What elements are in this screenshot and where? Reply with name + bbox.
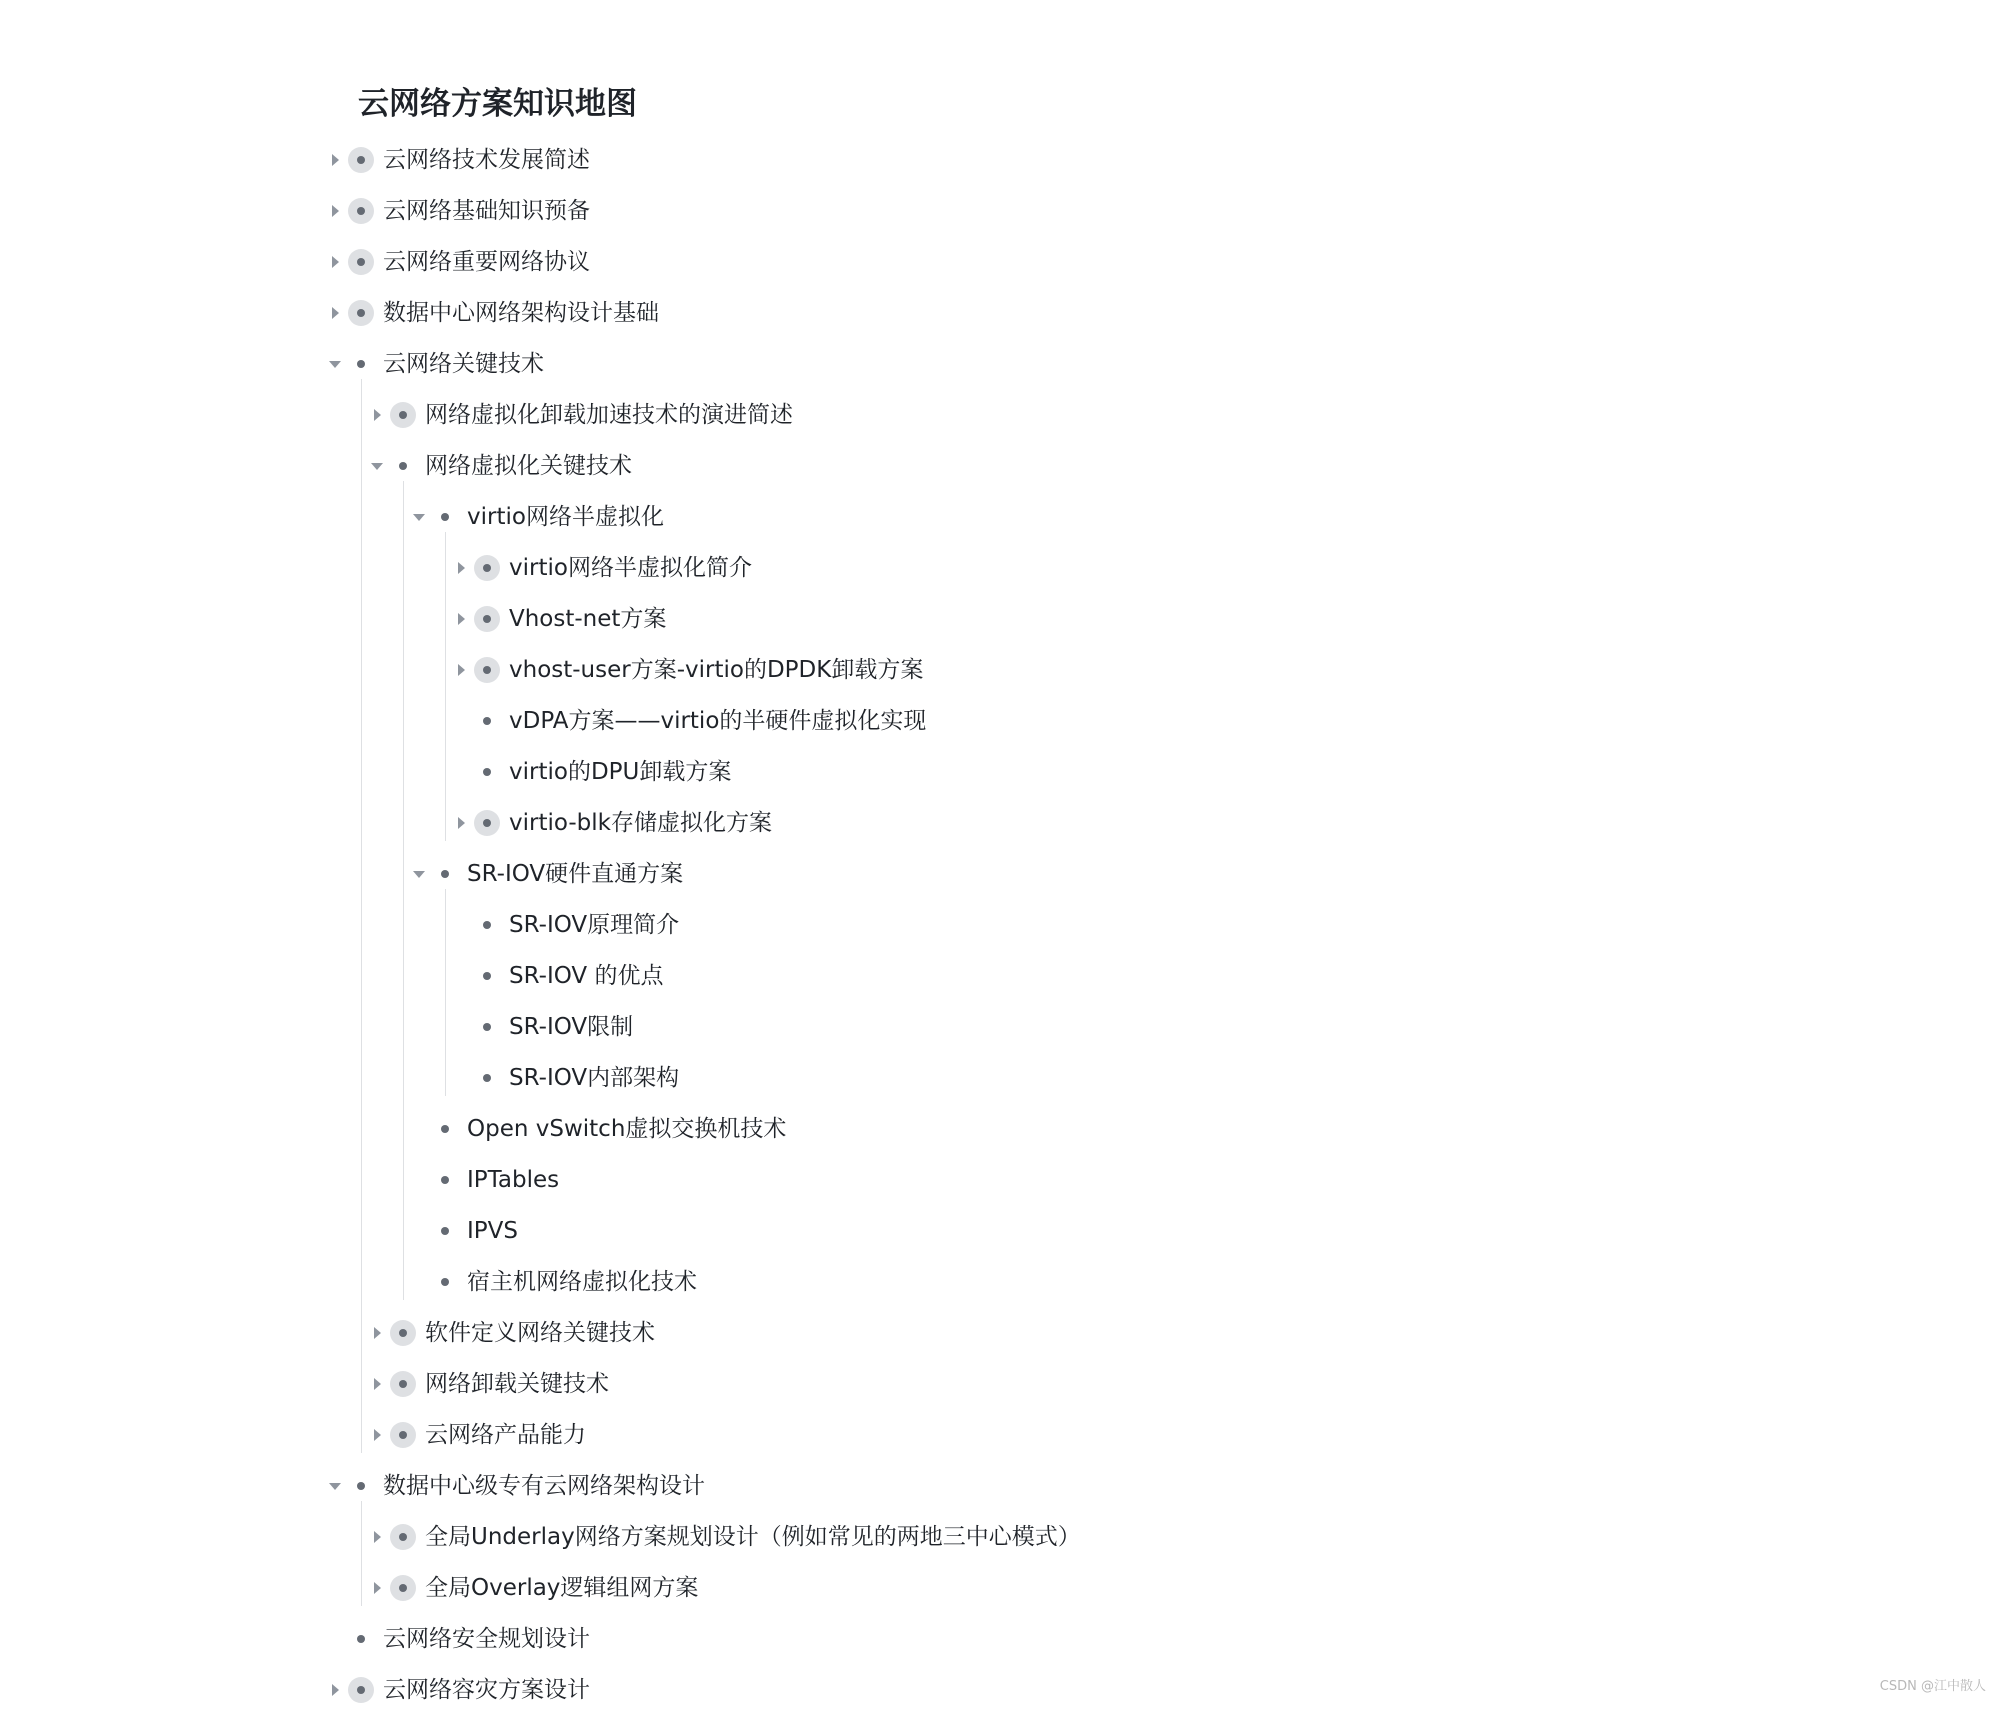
bullet-dot	[483, 564, 491, 572]
bullet-dot	[483, 717, 491, 725]
outline-node[interactable]	[0, 1359, 1200, 1409]
collapsed-bullet-icon[interactable]	[348, 198, 374, 224]
outline-node-label[interactable]: 云网络关键技术	[383, 351, 544, 377]
outline-node[interactable]	[0, 645, 1200, 695]
outline-node-label[interactable]: SR-IOV硬件直通方案	[467, 861, 684, 887]
bullet-dot	[483, 819, 491, 827]
outline-node-label[interactable]: virtio-blk存储虚拟化方案	[509, 810, 772, 836]
caret-right-icon[interactable]	[326, 252, 346, 272]
outline-node-label[interactable]: 云网络安全规划设计	[383, 1626, 590, 1652]
outline-node[interactable]	[0, 1563, 1200, 1613]
caret-right-icon[interactable]	[452, 558, 472, 578]
outline-node[interactable]	[0, 1614, 1200, 1664]
outline-node[interactable]	[0, 1461, 1200, 1511]
collapsed-bullet-icon[interactable]	[348, 1677, 374, 1703]
caret-right-icon[interactable]	[368, 1578, 388, 1598]
collapsed-bullet-icon[interactable]	[348, 300, 374, 326]
collapsed-bullet-icon[interactable]	[390, 1575, 416, 1601]
bullet-dot	[441, 1227, 449, 1235]
indent-guide-line	[445, 889, 446, 1096]
bullet-dot	[399, 462, 407, 470]
outline-node[interactable]	[0, 1206, 1200, 1256]
bullet-dot	[357, 1635, 365, 1643]
caret-right-icon[interactable]	[326, 150, 346, 170]
bullet-dot	[357, 156, 365, 164]
caret-right-icon[interactable]	[368, 1527, 388, 1547]
outline-node[interactable]	[0, 1104, 1200, 1154]
collapsed-bullet-icon[interactable]	[390, 402, 416, 428]
outline-node-label[interactable]: 网络虚拟化卸载加速技术的演进简述	[425, 402, 793, 428]
outline-node[interactable]	[0, 747, 1200, 797]
outline-node-label[interactable]: virtio的DPU卸载方案	[509, 759, 732, 785]
bullet-dot	[357, 207, 365, 215]
outline-node-label[interactable]: virtio网络半虚拟化	[467, 504, 664, 530]
caret-right-icon[interactable]	[368, 1323, 388, 1343]
outline-node-label[interactable]: Open vSwitch虚拟交换机技术	[467, 1116, 787, 1142]
outline-node-label[interactable]: 全局Underlay网络方案规划设计（例如常见的两地三中心模式）	[425, 1524, 1081, 1550]
bullet-icon[interactable]	[432, 1167, 458, 1193]
outline-node-label[interactable]: 云网络技术发展简述	[383, 147, 590, 173]
outline-node[interactable]	[0, 1155, 1200, 1205]
bullet-dot	[399, 1431, 407, 1439]
collapsed-bullet-icon[interactable]	[390, 1422, 416, 1448]
outline-node[interactable]	[0, 135, 1200, 185]
bullet-dot	[357, 258, 365, 266]
bullet-icon[interactable]	[474, 1065, 500, 1091]
outline-node[interactable]	[0, 441, 1200, 491]
bullet-dot	[441, 1176, 449, 1184]
outline-node-label[interactable]: 云网络容灾方案设计	[383, 1677, 590, 1703]
bullet-dot	[441, 1125, 449, 1133]
outline-node[interactable]	[0, 1002, 1200, 1052]
caret-right-icon[interactable]	[368, 1374, 388, 1394]
bullet-dot	[357, 1482, 365, 1490]
outline-node[interactable]	[0, 951, 1200, 1001]
outline-node-label[interactable]: IPVS	[467, 1218, 518, 1244]
bullet-dot	[441, 870, 449, 878]
bullet-dot	[399, 1584, 407, 1592]
outline-node[interactable]	[0, 1257, 1200, 1307]
outline-node[interactable]	[0, 492, 1200, 542]
bullet-icon[interactable]	[474, 759, 500, 785]
outline-node-label[interactable]: 数据中心级专有云网络架构设计	[383, 1473, 705, 1499]
bullet-icon[interactable]	[390, 453, 416, 479]
outline-node[interactable]	[0, 900, 1200, 950]
bullet-icon[interactable]	[432, 504, 458, 530]
collapsed-bullet-icon[interactable]	[474, 555, 500, 581]
bullet-icon[interactable]	[348, 1626, 374, 1652]
page-title: 云网络方案知识地图	[358, 86, 637, 122]
collapsed-bullet-icon[interactable]	[474, 810, 500, 836]
outline-node-label[interactable]: SR-IOV 的优点	[509, 963, 664, 989]
caret-right-icon[interactable]	[452, 609, 472, 629]
outline-node[interactable]	[0, 696, 1200, 746]
outline-node-label[interactable]: 网络虚拟化关键技术	[425, 453, 632, 479]
bullet-dot	[399, 1533, 407, 1541]
outline-node[interactable]	[0, 186, 1200, 236]
bullet-dot	[483, 921, 491, 929]
outline-node[interactable]	[0, 390, 1200, 440]
outline-node[interactable]	[0, 339, 1200, 389]
outline-node[interactable]	[0, 1512, 1200, 1562]
bullet-icon[interactable]	[348, 351, 374, 377]
caret-down-icon[interactable]	[410, 864, 430, 884]
bullet-dot	[483, 768, 491, 776]
collapsed-bullet-icon[interactable]	[348, 249, 374, 275]
bullet-dot	[483, 1074, 491, 1082]
caret-right-icon[interactable]	[326, 303, 346, 323]
bullet-icon[interactable]	[432, 1116, 458, 1142]
bullet-icon[interactable]	[432, 1218, 458, 1244]
bullet-icon[interactable]	[474, 963, 500, 989]
indent-guide-line	[361, 1501, 362, 1606]
bullet-dot	[357, 309, 365, 317]
outline-node-label[interactable]: vDPA方案——virtio的半硬件虚拟化实现	[509, 708, 927, 734]
outline-node-label[interactable]: virtio网络半虚拟化简介	[509, 555, 752, 581]
collapsed-bullet-icon[interactable]	[390, 1524, 416, 1550]
outline-node[interactable]	[0, 1665, 1200, 1715]
caret-right-icon[interactable]	[326, 201, 346, 221]
outline-node-label[interactable]: SR-IOV原理简介	[509, 912, 680, 938]
outline-node[interactable]	[0, 1053, 1200, 1103]
outline-node-label[interactable]: SR-IOV内部架构	[509, 1065, 680, 1091]
bullet-icon[interactable]	[474, 912, 500, 938]
collapsed-bullet-icon[interactable]	[474, 657, 500, 683]
outline-node-label[interactable]: SR-IOV限制	[509, 1014, 634, 1040]
outline-node-label[interactable]: 网络卸载关键技术	[425, 1371, 609, 1397]
outline-node[interactable]	[0, 237, 1200, 287]
bullet-icon[interactable]	[432, 861, 458, 887]
outline-node[interactable]	[0, 288, 1200, 338]
collapsed-bullet-icon[interactable]	[348, 147, 374, 173]
bullet-dot	[441, 1278, 449, 1286]
collapsed-bullet-icon[interactable]	[390, 1371, 416, 1397]
outline-node-label[interactable]: 云网络基础知识预备	[383, 198, 590, 224]
caret-right-icon[interactable]	[368, 1425, 388, 1445]
collapsed-bullet-icon[interactable]	[390, 1320, 416, 1346]
bullet-dot	[399, 1380, 407, 1388]
bullet-dot	[441, 513, 449, 521]
outline-node-label[interactable]: Vhost-net方案	[509, 606, 667, 632]
caret-down-icon[interactable]	[326, 1476, 346, 1496]
caret-right-icon[interactable]	[326, 1680, 346, 1700]
caret-down-icon[interactable]	[368, 456, 388, 476]
outline-node-label[interactable]: 全局Overlay逻辑组网方案	[425, 1575, 699, 1601]
bullet-icon[interactable]	[348, 1473, 374, 1499]
bullet-dot	[483, 615, 491, 623]
outline-node-label[interactable]: 云网络产品能力	[425, 1422, 586, 1448]
bullet-dot	[357, 1686, 365, 1694]
bullet-dot	[483, 972, 491, 980]
outline-node[interactable]	[0, 543, 1200, 593]
indent-guide-line	[361, 379, 362, 1453]
outline-node[interactable]	[0, 798, 1200, 848]
bullet-dot	[399, 1329, 407, 1337]
caret-right-icon[interactable]	[368, 405, 388, 425]
outline-node[interactable]	[0, 594, 1200, 644]
outline-node[interactable]	[0, 849, 1200, 899]
caret-down-icon[interactable]	[326, 354, 346, 374]
outline-node-label[interactable]: 软件定义网络关键技术	[425, 1320, 655, 1346]
watermark: CSDN @江中散人	[1879, 1679, 1986, 1694]
outline-node-label[interactable]: 数据中心网络架构设计基础	[383, 300, 659, 326]
collapsed-bullet-icon[interactable]	[474, 606, 500, 632]
outline-node-label[interactable]: 宿主机网络虚拟化技术	[467, 1269, 697, 1295]
outline-node-label[interactable]: 云网络重要网络协议	[383, 249, 590, 275]
outline-node-label[interactable]: vhost-user方案-virtio的DPDK卸载方案	[509, 657, 924, 683]
caret-down-icon[interactable]	[410, 507, 430, 527]
bullet-icon[interactable]	[474, 1014, 500, 1040]
bullet-dot	[357, 360, 365, 368]
indent-guide-line	[445, 532, 446, 841]
outline-node[interactable]	[0, 1308, 1200, 1358]
bullet-dot	[483, 666, 491, 674]
indent-guide-line	[403, 481, 404, 1300]
outline-node-label[interactable]: IPTables	[467, 1167, 560, 1193]
caret-right-icon[interactable]	[452, 813, 472, 833]
bullet-dot	[399, 411, 407, 419]
caret-right-icon[interactable]	[452, 660, 472, 680]
bullet-dot	[483, 1023, 491, 1031]
bullet-icon[interactable]	[432, 1269, 458, 1295]
bullet-icon[interactable]	[474, 708, 500, 734]
outline-node[interactable]	[0, 1410, 1200, 1460]
